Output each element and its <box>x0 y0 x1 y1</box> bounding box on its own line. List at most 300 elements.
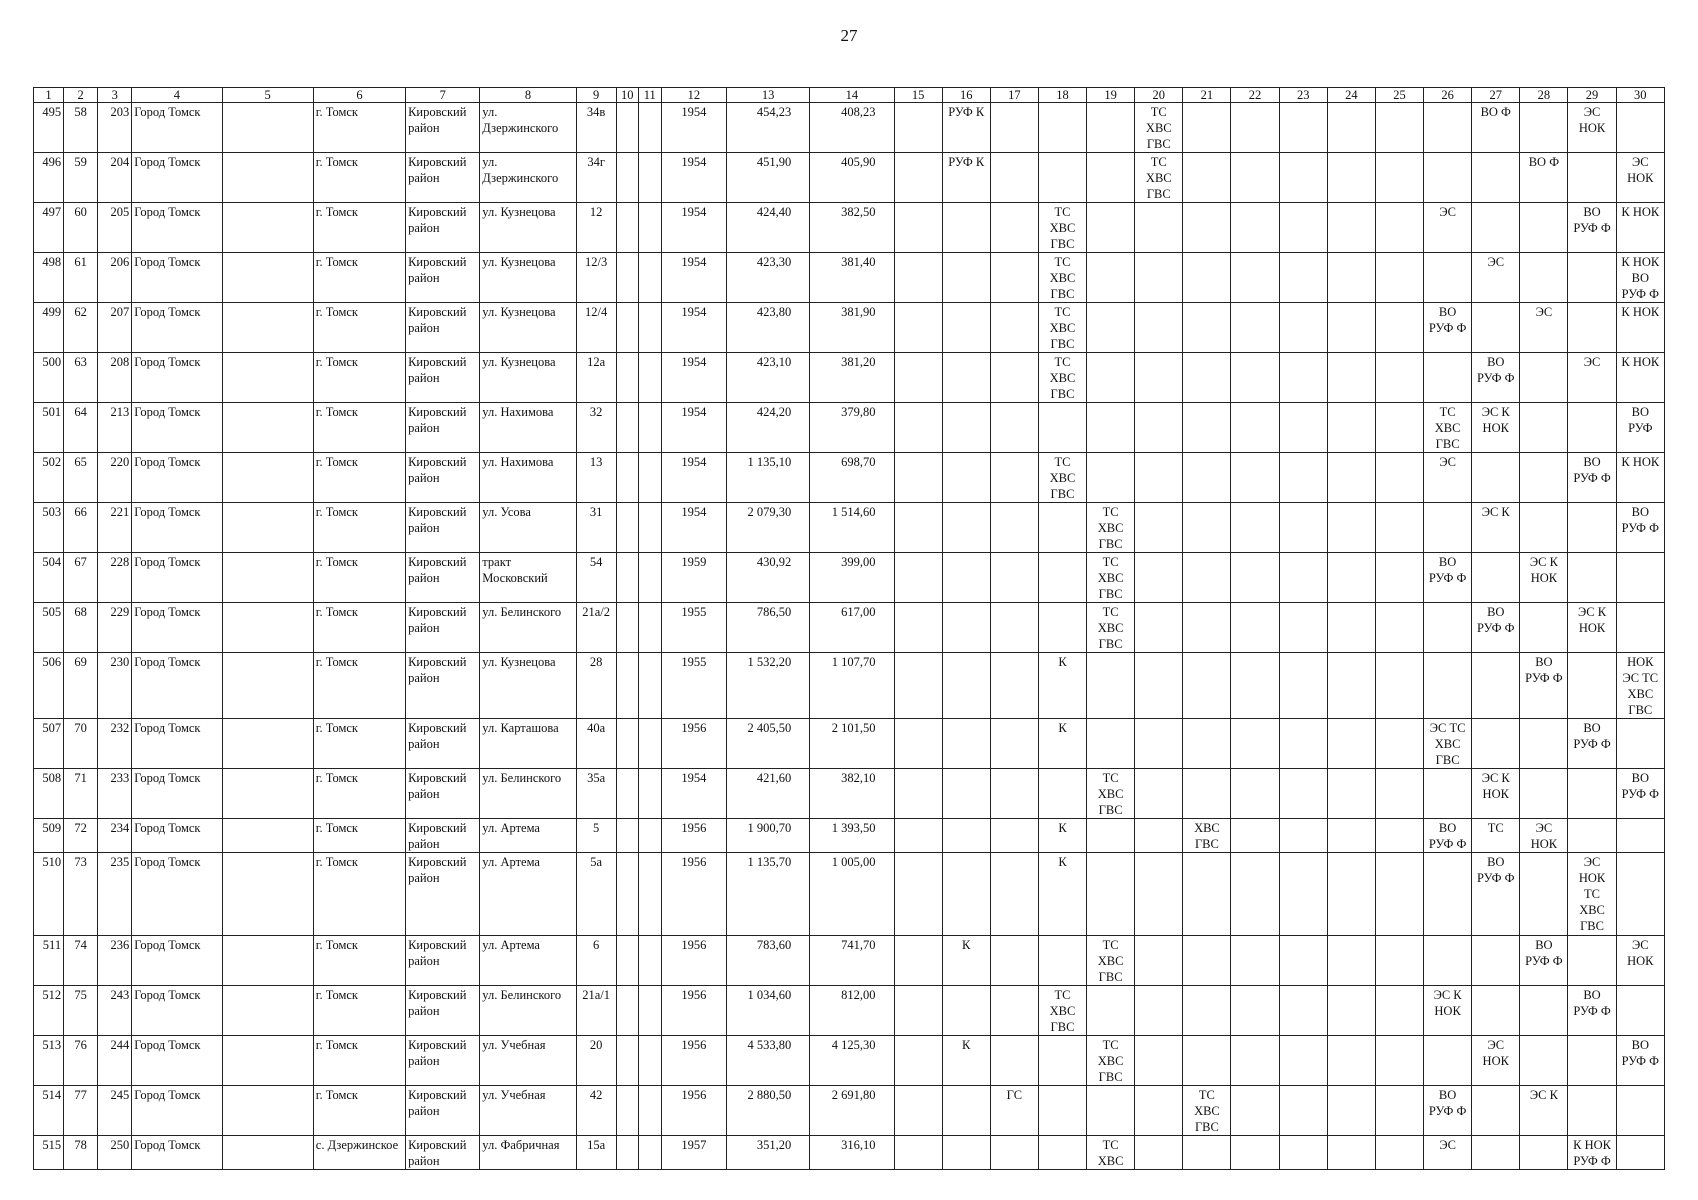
cell-col-9: 35а <box>576 769 616 819</box>
cell-col-9: 12/4 <box>576 303 616 353</box>
cell-col-13: 451,90 <box>727 153 810 203</box>
cell-col-21: ХВС ГВС <box>1183 819 1231 853</box>
cell-col-1: 501 <box>34 403 64 453</box>
cell-col-22 <box>1231 853 1279 936</box>
cell-col-14: 379,80 <box>810 403 894 453</box>
cell-col-18: К <box>1038 853 1086 936</box>
cell-col-25 <box>1375 1036 1423 1086</box>
cell-col-15 <box>894 403 942 453</box>
cell-col-8: ул. Белинского <box>480 603 576 653</box>
cell-col-16 <box>942 1086 990 1136</box>
cell-col-14: 1 393,50 <box>810 819 894 853</box>
cell-col-14: 381,20 <box>810 353 894 403</box>
table-row <box>34 653 1665 719</box>
cell-col-5 <box>222 853 313 936</box>
cell-col-14: 316,10 <box>810 1136 894 1170</box>
cell-col-25 <box>1375 403 1423 453</box>
cell-col-21 <box>1183 103 1231 153</box>
cell-col-12: 1954 <box>661 453 726 503</box>
cell-col-23 <box>1279 1136 1327 1170</box>
cell-col-16 <box>942 853 990 936</box>
cell-col-23 <box>1279 553 1327 603</box>
cell-col-7: Кировский район <box>406 253 480 303</box>
column-header-22: 22 <box>1231 88 1279 103</box>
cell-col-3: 230 <box>98 653 132 719</box>
cell-col-29: ВО РУФ Ф <box>1568 719 1616 769</box>
cell-col-7: Кировский район <box>406 303 480 353</box>
cell-col-3: 207 <box>98 303 132 353</box>
cell-col-9: 20 <box>576 1036 616 1086</box>
cell-col-1: 498 <box>34 253 64 303</box>
cell-col-15 <box>894 819 942 853</box>
cell-col-1: 504 <box>34 553 64 603</box>
cell-col-22 <box>1231 653 1279 719</box>
cell-col-28 <box>1520 103 1568 153</box>
cell-col-3: 205 <box>98 203 132 253</box>
cell-col-27: ВО Ф <box>1472 103 1520 153</box>
cell-col-7: Кировский район <box>406 603 480 653</box>
column-header-5: 5 <box>222 88 313 103</box>
cell-col-24 <box>1327 403 1375 453</box>
cell-col-4: Город Томск <box>132 819 222 853</box>
cell-col-24 <box>1327 253 1375 303</box>
cell-col-3: 235 <box>98 853 132 936</box>
cell-col-8: ул. Учебная <box>480 1086 576 1136</box>
cell-col-7: Кировский район <box>406 553 480 603</box>
cell-col-1: 509 <box>34 819 64 853</box>
cell-col-18: К <box>1038 819 1086 853</box>
cell-col-7: Кировский район <box>406 653 480 719</box>
cell-col-11 <box>638 936 661 986</box>
cell-col-28 <box>1520 203 1568 253</box>
cell-col-19 <box>1087 153 1135 203</box>
column-header-9: 9 <box>576 88 616 103</box>
cell-col-27 <box>1472 986 1520 1036</box>
cell-col-2: 61 <box>64 253 98 303</box>
cell-col-17 <box>990 403 1038 453</box>
cell-col-10 <box>616 103 638 153</box>
cell-col-23 <box>1279 603 1327 653</box>
cell-col-15 <box>894 103 942 153</box>
cell-col-28 <box>1520 769 1568 819</box>
cell-col-30: ВО РУФ Ф <box>1616 769 1664 819</box>
cell-col-23 <box>1279 1086 1327 1136</box>
cell-col-20: ТС ХВС ГВС <box>1135 103 1183 153</box>
column-header-28: 28 <box>1520 88 1568 103</box>
cell-col-27: ЭС К НОК <box>1472 403 1520 453</box>
cell-col-10 <box>616 819 638 853</box>
cell-col-13: 4 533,80 <box>727 1036 810 1086</box>
cell-col-20 <box>1135 936 1183 986</box>
cell-col-6: г. Томск <box>313 153 405 203</box>
cell-col-3: 245 <box>98 1086 132 1136</box>
cell-col-15 <box>894 353 942 403</box>
cell-col-4: Город Томск <box>132 1086 222 1136</box>
cell-col-15 <box>894 1036 942 1086</box>
cell-col-2: 62 <box>64 303 98 353</box>
cell-col-24 <box>1327 603 1375 653</box>
cell-col-30: ВО РУФ Ф <box>1616 1036 1664 1086</box>
cell-col-14: 741,70 <box>810 936 894 986</box>
cell-col-16 <box>942 553 990 603</box>
cell-col-22 <box>1231 1136 1279 1170</box>
cell-col-21 <box>1183 853 1231 936</box>
column-header-7: 7 <box>406 88 480 103</box>
cell-col-16 <box>942 769 990 819</box>
cell-col-3: 220 <box>98 453 132 503</box>
cell-col-8: ул. Дзержинского <box>480 153 576 203</box>
cell-col-3: 250 <box>98 1136 132 1170</box>
cell-col-11 <box>638 553 661 603</box>
cell-col-11 <box>638 819 661 853</box>
table-row <box>34 603 1665 653</box>
cell-col-29 <box>1568 253 1616 303</box>
cell-col-18: ТС ХВС ГВС <box>1038 303 1086 353</box>
cell-col-27: ЭС К НОК <box>1472 769 1520 819</box>
cell-col-7: Кировский район <box>406 403 480 453</box>
cell-col-13: 1 135,10 <box>727 453 810 503</box>
cell-col-3: 221 <box>98 503 132 553</box>
cell-col-1: 513 <box>34 1036 64 1086</box>
cell-col-4: Город Томск <box>132 253 222 303</box>
cell-col-29: ВО РУФ Ф <box>1568 203 1616 253</box>
cell-col-1: 506 <box>34 653 64 719</box>
cell-col-1: 514 <box>34 1086 64 1136</box>
cell-col-11 <box>638 453 661 503</box>
cell-col-23 <box>1279 503 1327 553</box>
cell-col-14: 1 005,00 <box>810 853 894 936</box>
cell-col-30 <box>1616 986 1664 1036</box>
table-row <box>34 769 1665 819</box>
cell-col-9: 34г <box>576 153 616 203</box>
cell-col-20 <box>1135 553 1183 603</box>
cell-col-29: ЭС НОК ТС ХВС ГВС <box>1568 853 1616 936</box>
cell-col-10 <box>616 303 638 353</box>
cell-col-21 <box>1183 1136 1231 1170</box>
cell-col-28 <box>1520 853 1568 936</box>
cell-col-24 <box>1327 1036 1375 1086</box>
cell-col-25 <box>1375 853 1423 936</box>
cell-col-3: 229 <box>98 603 132 653</box>
cell-col-4: Город Томск <box>132 1036 222 1086</box>
cell-col-8: ул. Артема <box>480 819 576 853</box>
table-row <box>34 1036 1665 1086</box>
cell-col-6: с. Дзержинское <box>313 1136 405 1170</box>
cell-col-3: 232 <box>98 719 132 769</box>
cell-col-15 <box>894 503 942 553</box>
cell-col-24 <box>1327 1086 1375 1136</box>
cell-col-20 <box>1135 719 1183 769</box>
cell-col-25 <box>1375 936 1423 986</box>
cell-col-6: г. Томск <box>313 603 405 653</box>
cell-col-20 <box>1135 253 1183 303</box>
cell-col-30 <box>1616 553 1664 603</box>
cell-col-18 <box>1038 103 1086 153</box>
cell-col-7: Кировский район <box>406 153 480 203</box>
cell-col-8: ул. Артема <box>480 936 576 986</box>
table-row <box>34 153 1665 203</box>
cell-col-11 <box>638 403 661 453</box>
cell-col-10 <box>616 603 638 653</box>
cell-col-2: 63 <box>64 353 98 403</box>
cell-col-30: ВО РУФ <box>1616 403 1664 453</box>
cell-col-21: ТС ХВС ГВС <box>1183 1086 1231 1136</box>
column-number-row <box>34 88 1665 103</box>
cell-col-11 <box>638 303 661 353</box>
cell-col-4: Город Томск <box>132 1136 222 1170</box>
cell-col-27 <box>1472 303 1520 353</box>
cell-col-8: ул. Дзержинского <box>480 103 576 153</box>
cell-col-10 <box>616 986 638 1036</box>
cell-col-19 <box>1087 403 1135 453</box>
cell-col-12: 1956 <box>661 719 726 769</box>
cell-col-29 <box>1568 1036 1616 1086</box>
cell-col-22 <box>1231 503 1279 553</box>
cell-col-28: ЭС <box>1520 303 1568 353</box>
cell-col-1: 511 <box>34 936 64 986</box>
cell-col-23 <box>1279 936 1327 986</box>
cell-col-9: 12 <box>576 203 616 253</box>
cell-col-29: ВО РУФ Ф <box>1568 986 1616 1036</box>
cell-col-24 <box>1327 153 1375 203</box>
cell-col-18: ТС ХВС ГВС <box>1038 253 1086 303</box>
cell-col-14: 698,70 <box>810 453 894 503</box>
column-header-19: 19 <box>1087 88 1135 103</box>
column-header-15: 15 <box>894 88 942 103</box>
cell-col-13: 1 034,60 <box>727 986 810 1036</box>
cell-col-24 <box>1327 453 1375 503</box>
table-row <box>34 719 1665 769</box>
cell-col-17 <box>990 986 1038 1036</box>
cell-col-25 <box>1375 1086 1423 1136</box>
cell-col-17 <box>990 653 1038 719</box>
cell-col-26 <box>1424 503 1472 553</box>
cell-col-29 <box>1568 553 1616 603</box>
cell-col-2: 77 <box>64 1086 98 1136</box>
cell-col-12: 1956 <box>661 936 726 986</box>
column-header-8: 8 <box>480 88 576 103</box>
register-table <box>33 87 1665 1170</box>
cell-col-20 <box>1135 503 1183 553</box>
cell-col-26 <box>1424 603 1472 653</box>
cell-col-16: РУФ К <box>942 153 990 203</box>
cell-col-12: 1954 <box>661 403 726 453</box>
column-header-13: 13 <box>727 88 810 103</box>
cell-col-23 <box>1279 403 1327 453</box>
cell-col-2: 67 <box>64 553 98 603</box>
cell-col-25 <box>1375 353 1423 403</box>
column-header-3: 3 <box>98 88 132 103</box>
cell-col-5 <box>222 1136 313 1170</box>
cell-col-19: ТС ХВС ГВС <box>1087 603 1135 653</box>
cell-col-16: РУФ К <box>942 103 990 153</box>
cell-col-13: 424,40 <box>727 203 810 253</box>
cell-col-1: 502 <box>34 453 64 503</box>
cell-col-20 <box>1135 203 1183 253</box>
cell-col-30: ЭС НОК <box>1616 936 1664 986</box>
cell-col-4: Город Томск <box>132 153 222 203</box>
cell-col-9: 42 <box>576 1086 616 1136</box>
cell-col-7: Кировский район <box>406 503 480 553</box>
cell-col-3: 203 <box>98 103 132 153</box>
cell-col-29 <box>1568 403 1616 453</box>
cell-col-22 <box>1231 719 1279 769</box>
cell-col-19 <box>1087 986 1135 1036</box>
cell-col-6: г. Томск <box>313 503 405 553</box>
cell-col-29 <box>1568 819 1616 853</box>
cell-col-29 <box>1568 153 1616 203</box>
cell-col-8: ул. Усова <box>480 503 576 553</box>
cell-col-11 <box>638 103 661 153</box>
cell-col-21 <box>1183 986 1231 1036</box>
cell-col-20 <box>1135 653 1183 719</box>
table-row <box>34 103 1665 153</box>
cell-col-23 <box>1279 153 1327 203</box>
cell-col-11 <box>638 203 661 253</box>
cell-col-4: Город Томск <box>132 303 222 353</box>
cell-col-10 <box>616 853 638 936</box>
cell-col-16 <box>942 819 990 853</box>
cell-col-25 <box>1375 719 1423 769</box>
cell-col-30: К НОК <box>1616 203 1664 253</box>
cell-col-1: 497 <box>34 203 64 253</box>
cell-col-28: ВО РУФ Ф <box>1520 653 1568 719</box>
cell-col-14: 1 107,70 <box>810 653 894 719</box>
cell-col-22 <box>1231 253 1279 303</box>
cell-col-27 <box>1472 553 1520 603</box>
cell-col-7: Кировский район <box>406 1136 480 1170</box>
cell-col-23 <box>1279 103 1327 153</box>
cell-col-3: 243 <box>98 986 132 1036</box>
cell-col-2: 60 <box>64 203 98 253</box>
cell-col-25 <box>1375 303 1423 353</box>
cell-col-3: 204 <box>98 153 132 203</box>
page-number: 27 <box>840 26 858 45</box>
cell-col-6: г. Томск <box>313 719 405 769</box>
cell-col-10 <box>616 769 638 819</box>
cell-col-26 <box>1424 103 1472 153</box>
cell-col-26: ВО РУФ Ф <box>1424 303 1472 353</box>
cell-col-20 <box>1135 1136 1183 1170</box>
cell-col-4: Город Томск <box>132 453 222 503</box>
cell-col-12: 1954 <box>661 353 726 403</box>
cell-col-21 <box>1183 653 1231 719</box>
cell-col-5 <box>222 603 313 653</box>
cell-col-17 <box>990 103 1038 153</box>
cell-col-17 <box>990 503 1038 553</box>
cell-col-13: 423,80 <box>727 303 810 353</box>
cell-col-15 <box>894 1086 942 1136</box>
cell-col-13: 1 900,70 <box>727 819 810 853</box>
cell-col-23 <box>1279 253 1327 303</box>
cell-col-16 <box>942 453 990 503</box>
cell-col-25 <box>1375 1136 1423 1170</box>
cell-col-30: ЭС НОК <box>1616 153 1664 203</box>
cell-col-12: 1955 <box>661 603 726 653</box>
cell-col-21 <box>1183 353 1231 403</box>
cell-col-5 <box>222 936 313 986</box>
cell-col-5 <box>222 453 313 503</box>
cell-col-22 <box>1231 403 1279 453</box>
cell-col-5 <box>222 303 313 353</box>
cell-col-19 <box>1087 253 1135 303</box>
cell-col-22 <box>1231 986 1279 1036</box>
table-row <box>34 1086 1665 1136</box>
cell-col-21 <box>1183 603 1231 653</box>
cell-col-28: ЭС К НОК <box>1520 553 1568 603</box>
cell-col-20 <box>1135 1036 1183 1086</box>
cell-col-9: 15а <box>576 1136 616 1170</box>
table-row <box>34 403 1665 453</box>
cell-col-11 <box>638 153 661 203</box>
cell-col-22 <box>1231 453 1279 503</box>
cell-col-4: Город Томск <box>132 719 222 769</box>
cell-col-5 <box>222 653 313 719</box>
cell-col-23 <box>1279 986 1327 1036</box>
cell-col-4: Город Томск <box>132 986 222 1036</box>
cell-col-6: г. Томск <box>313 303 405 353</box>
cell-col-18: К <box>1038 719 1086 769</box>
cell-col-13: 2 405,50 <box>727 719 810 769</box>
cell-col-14: 382,10 <box>810 769 894 819</box>
table-row <box>34 553 1665 603</box>
column-header-23: 23 <box>1279 88 1327 103</box>
cell-col-18 <box>1038 153 1086 203</box>
cell-col-21 <box>1183 403 1231 453</box>
cell-col-15 <box>894 986 942 1036</box>
cell-col-22 <box>1231 103 1279 153</box>
cell-col-21 <box>1183 503 1231 553</box>
column-header-30: 30 <box>1616 88 1664 103</box>
cell-col-25 <box>1375 819 1423 853</box>
cell-col-29 <box>1568 503 1616 553</box>
cell-col-20: ТС ХВС ГВС <box>1135 153 1183 203</box>
cell-col-10 <box>616 1036 638 1086</box>
cell-col-14: 617,00 <box>810 603 894 653</box>
cell-col-30: К НОК ВО РУФ Ф <box>1616 253 1664 303</box>
cell-col-27: ВО РУФ Ф <box>1472 353 1520 403</box>
cell-col-22 <box>1231 203 1279 253</box>
table-row <box>34 986 1665 1036</box>
cell-col-24 <box>1327 553 1375 603</box>
cell-col-12: 1955 <box>661 653 726 719</box>
cell-col-14: 408,23 <box>810 103 894 153</box>
cell-col-8: ул. Белинского <box>480 986 576 1036</box>
cell-col-3: 234 <box>98 819 132 853</box>
cell-col-9: 54 <box>576 553 616 603</box>
cell-col-27: ВО РУФ Ф <box>1472 853 1520 936</box>
cell-col-26 <box>1424 153 1472 203</box>
cell-col-10 <box>616 353 638 403</box>
cell-col-21 <box>1183 153 1231 203</box>
cell-col-9: 13 <box>576 453 616 503</box>
cell-col-23 <box>1279 453 1327 503</box>
table-row <box>34 1136 1665 1170</box>
cell-col-14: 399,00 <box>810 553 894 603</box>
cell-col-17: ГС <box>990 1086 1038 1136</box>
cell-col-17 <box>990 353 1038 403</box>
cell-col-17 <box>990 203 1038 253</box>
cell-col-18 <box>1038 1036 1086 1086</box>
cell-col-19 <box>1087 203 1135 253</box>
cell-col-2: 71 <box>64 769 98 819</box>
cell-col-9: 21а/1 <box>576 986 616 1036</box>
cell-col-24 <box>1327 986 1375 1036</box>
cell-col-25 <box>1375 103 1423 153</box>
table-row <box>34 819 1665 853</box>
cell-col-1: 496 <box>34 153 64 203</box>
cell-col-20 <box>1135 853 1183 936</box>
